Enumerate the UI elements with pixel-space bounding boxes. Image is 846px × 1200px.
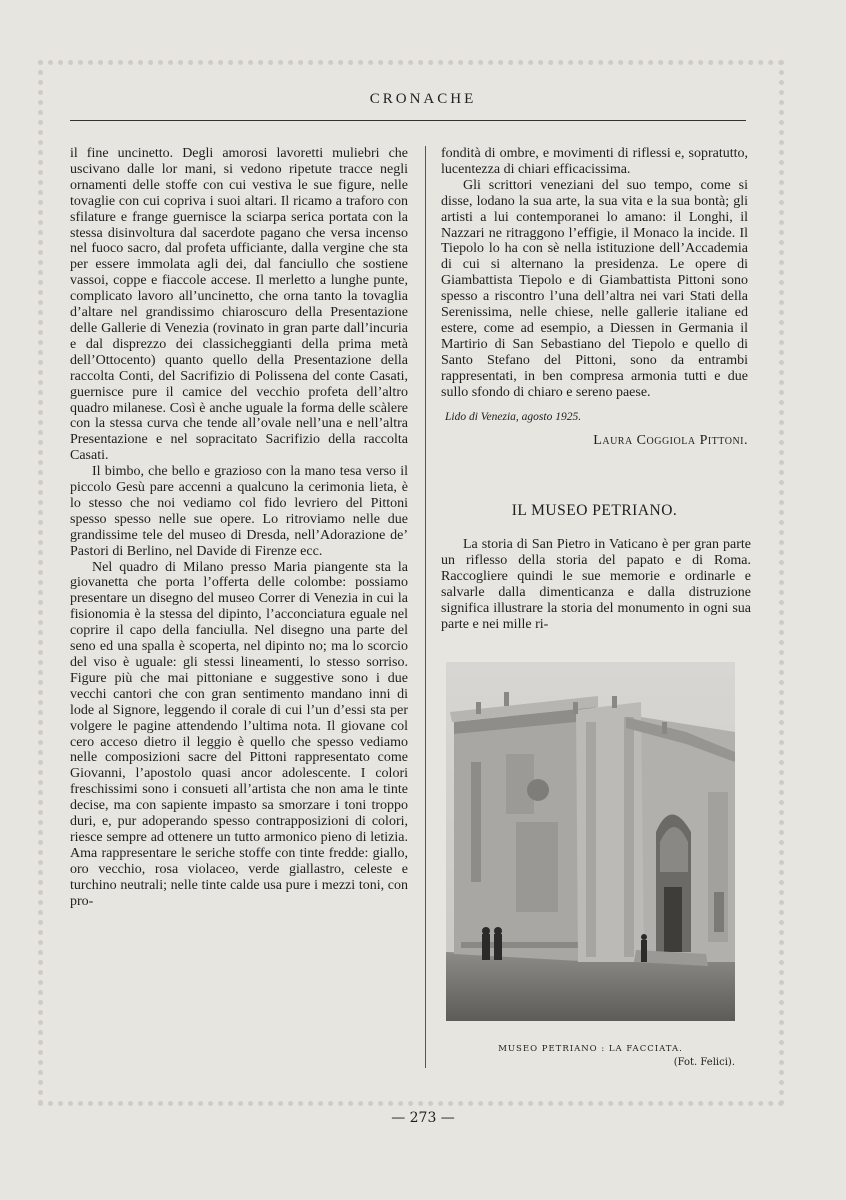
page-number: — 273 — — [391, 1110, 455, 1126]
dateline: Lido di Venezia, agosto 1925. — [445, 410, 582, 423]
photo-credit: (Fot. Felici). — [673, 1057, 735, 1068]
section-title: IL MUSEO PETRIANO. — [511, 502, 678, 519]
facade-illustration — [446, 662, 735, 1021]
left-column — [70, 146, 408, 910]
right-column-article-end — [441, 146, 748, 449]
header-rule — [70, 120, 746, 121]
section-body — [441, 537, 751, 632]
left-paragraph-2: Il bimbo, che bello e grazioso con la mano tesa verso il piccolo Gesù pare accenni a qualcuno la cerimonia lieta, è lo stesso che noi vediamo col fido levriero del Pittoni spesso spesso nelle sue opere. Lo ritroviamo nelle due grandissime tele del museo di Dresda, nell’Adorazione de’ Pastori di Berlino, nel Davide di Firenze ecc. — [70, 464, 408, 559]
running-header: CRONACHE — [369, 91, 477, 107]
figure-caption: MUSEO PETRIANO : LA FACCIATA. — [498, 1044, 683, 1054]
right-paragraph-1: fondità di ombre, e movimenti di riflessi e, sopratutto, lucentezza di chiari efficacissima. — [441, 146, 748, 177]
author-signature: Laura Coggiola Pittoni. — [593, 433, 748, 449]
column-divider — [425, 146, 426, 1068]
right-paragraph-2: Gli scrittori veneziani del suo tempo, come si disse, lodano la sua arte, la sua vita e la sua bontà; gli artisti a lui contemporanei lo amano: il Longhi, il Nazzari ne ritraggono l’effigie, il Monaco la incide. Il Tiepolo lo ha con sè nella istituzione dell’Accademia di cui si alternano la presidenza. Le opere di Giambattista Tiepolo e di Giambattista Pittoni sono spesso a riscontro l’una dell’altra nei vari Stati della Serenissima, nelle chiese, nelle gallerie italiane ed estere, come ad esempio, a Diessen in Germania il Martirio di San Sebastiano del Tiepolo e quello di Santo Stefano del Pittoni, sono da entrambi rappresentati, in ben compresa armonia tutti e due sullo sfondo di chiaro e sereno paese. — [441, 177, 748, 400]
museum-facade-photo — [446, 662, 735, 1021]
left-paragraph-3: Nel quadro di Milano presso Maria piangente sta la giovanetta che porta l’offerta delle colombe: possiamo presentare un disegno del museo Correr di Venezia in cui la fisionomia è la stessa del dipinto, l’acconciatura eguale nel coprire il capo della fanciulla. Nel disegno una parte del seno ed una spalla è scoperta, nel dipinto no; ma lo scorcio del viso è uguale: gli stessi lineamenti, lo stesso sorriso. Figure più che mai pittoniane e suggestive sono i due vecchi cantori che con gran sentimento mandano inni di lode al Signore, leggendo il corale di cui l’un d’essi sta per volgere le pagine attendendo l’ultima nota. Il giovane col cero acceso dietro il leggio è quello che spesso vediamo nelle composizioni sacre del Pittoni rappresentato come Giovanni, l’apostolo quasi ancor adolescente. I colori freschissimi sono i consueti all’artista che non ama le tinte decise, ma con sapiente impasto sa smorzare i toni troppo duri, e, pur adoperando spesso contrapposizioni di colori, riesce sempre ad ottenere un tutto armonico pieno di letizia. Ama rappresentare le seriche stoffe con tinte fredde: giallo, oro vecchio, rosa violaceo, verde giallastro, celeste e turchino neutrali; nelle tinte calde usa pure i mezzi toni, con pro- — [70, 559, 408, 909]
left-paragraph-1: il fine uncinetto. Degli amorosi lavoretti muliebri che uscivano dalle lor mani, si vedono ripetute tracce negli ornamenti delle stoffe con cui vestiva le sue figure, nelle tovaglie con cui copriva i suoi altari. Il ricamo a traforo con sfilature e frange guernisce la sciarpa serica portata con la stessa disinvoltura dal sacerdote pagano che versa incenso nel fuoco sacro, dal profeta ufficiante, dalla vergine che sta per essere immolata agli dei, dal fanciullo che sostiene vassoi, coppe e fiaccole accese. Il merletto a lunghe punte, complicato lavoro all’uncinetto, che orna tanto la tovaglia d’altare nel grandissimo chiaroscuro della Presentazione delle Gallerie di Venezia (rovinato in gran parte dall’incuria e dal disprezzo dei classicheggianti della prima metà dell’Ottocento) quanto quello della Presentazione della raccolta Conti, del Sacrifizio di Polissena del conte Casati, guernisce pure il camice del vecchio profeta dell’altro quadro milanese. Così è anche uguale la forma delle scàlere con la stessa curva che tende all’ovale nell’una e nell’altra Presentazione e nel sopracitato Sacrifizio della raccolta Casati. — [70, 146, 408, 464]
section-paragraph: La storia di San Pietro in Vaticano è per gran parte un riflesso della storia del papato e di Roma. Raccogliere quindi le sue memorie e ordinarle e salvarle dalla dimenticanza e dalla distruzione significa illustrare la storia del monumento in ogni sua parte e nei mille ri- — [441, 537, 751, 632]
